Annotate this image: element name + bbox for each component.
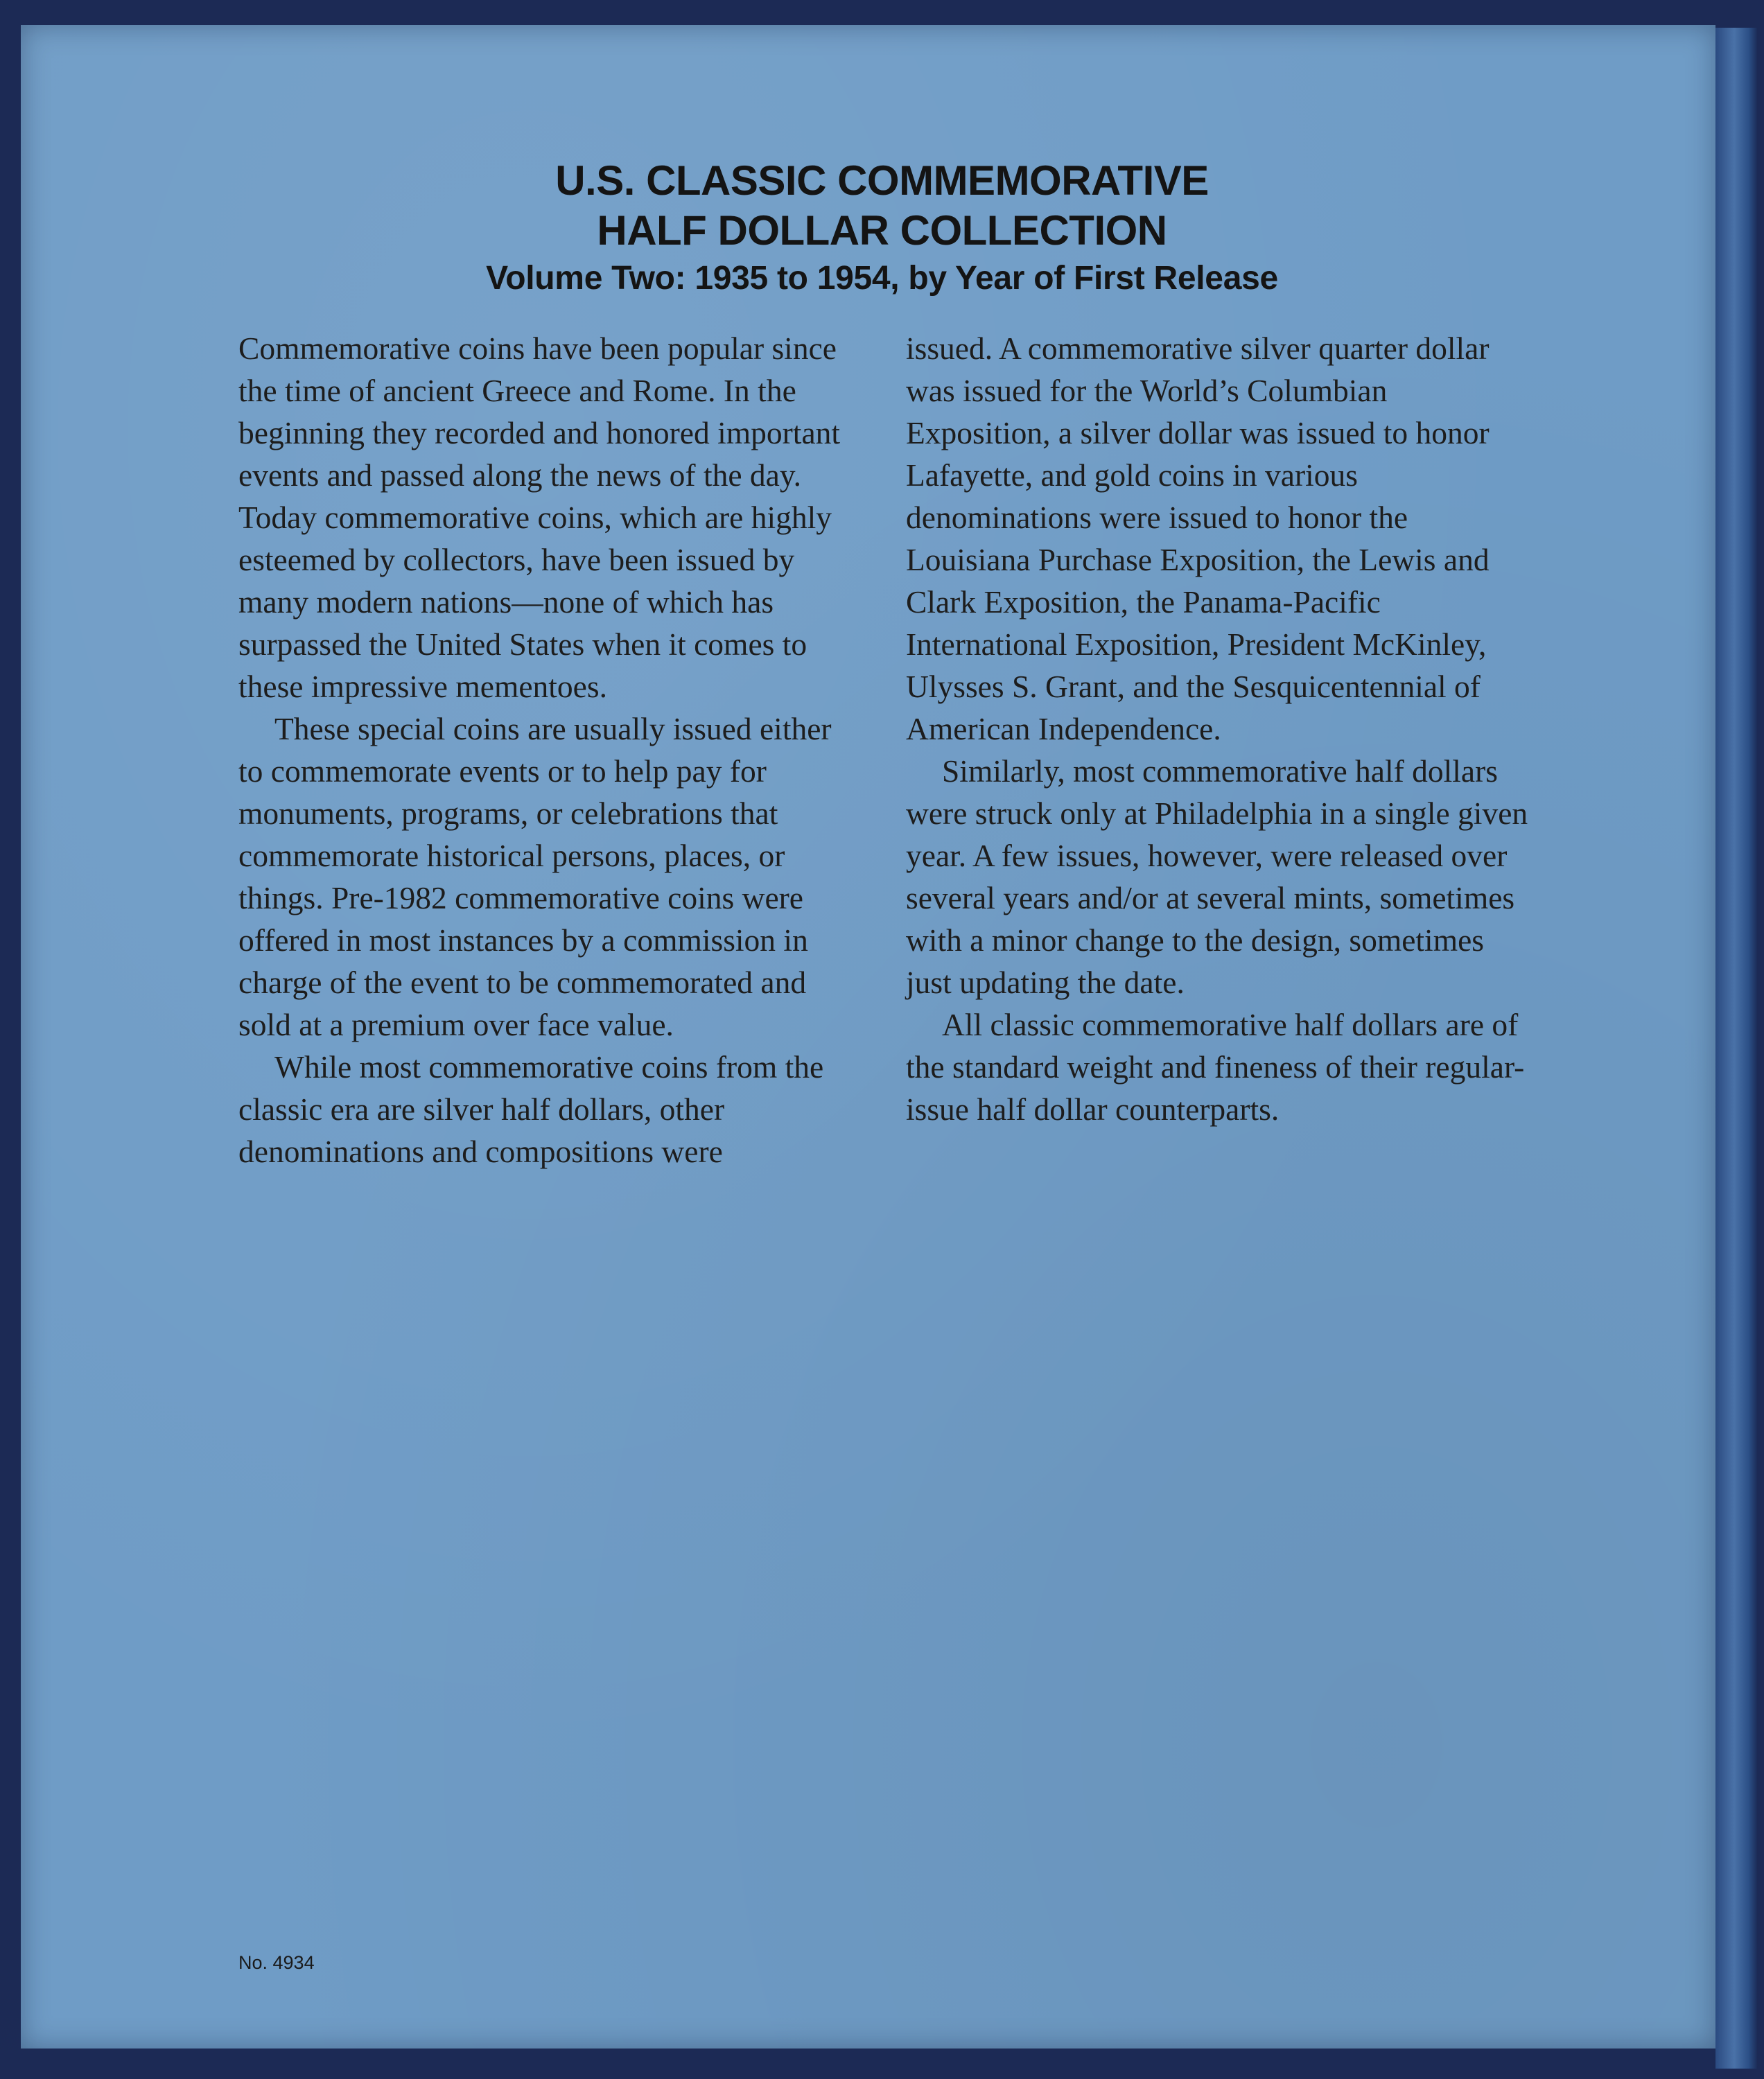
title-line-2: HALF DOLLAR COLLECTION <box>597 207 1167 254</box>
title-line-1: U.S. CLASSIC COMMEMORATIVE <box>555 157 1209 204</box>
left-paragraph-1: Commemorative coins have been popular since the time of ancient Greece and Rome. In the beginning they recorded and honored important events and passed along the news of the day. Today commemorative coins, which are highly esteemed by collectors, have been issued by many modern nations—none of which has surpassed the United States when it comes to these impressive mementoes. <box>238 331 841 704</box>
right-text-column <box>906 327 1530 1130</box>
right-paragraph-2: Similarly, most commemorative half dollars were struck only at Philadelphia in a single given year. A few issues, however, were released over several years and/or at several mints, sometimes with a minor change to the design, sometimes just updating the date. <box>906 753 1528 1000</box>
right-paragraph-1: issued. A commemorative silver quarter dollar was issued for the World’s Columbian Exposition, a silver dollar was issued to honor Lafayette, and gold coins in various denominations were issued to honor the Louisiana Purchase Exposition, the Lewis and Clark Exposition, the Panama-Pacific International Exposition, President McKinley, Ulysses S. Grant, and the Sesquicentennial of American Independence. <box>906 331 1490 746</box>
left-text-column <box>238 327 862 1173</box>
right-paragraph-3: All classic commemorative half dollars are of the standard weight and fineness of their regular-issue half dollar counterparts. <box>906 1007 1525 1127</box>
catalog-number: No. 4934 <box>238 1952 315 1973</box>
book-page-edge <box>1715 28 1757 2069</box>
left-paragraph-2: These special coins are usually issued either to commemorate events or to help pay for monuments, programs, or celebrations that commemorate historical persons, places, or things. Pre-1982 commemorative coins were offered in most instances by a commission in charge of the event to be commemorated and sold at a premium over face value. <box>238 711 832 1042</box>
subtitle: Volume Two: 1935 to 1954, by Year of First Release <box>486 260 1278 297</box>
left-paragraph-3: While most commemorative coins from the classic era are silver half dollars, other denominations and compositions were <box>238 1049 824 1169</box>
cover-heading <box>0 156 1764 301</box>
